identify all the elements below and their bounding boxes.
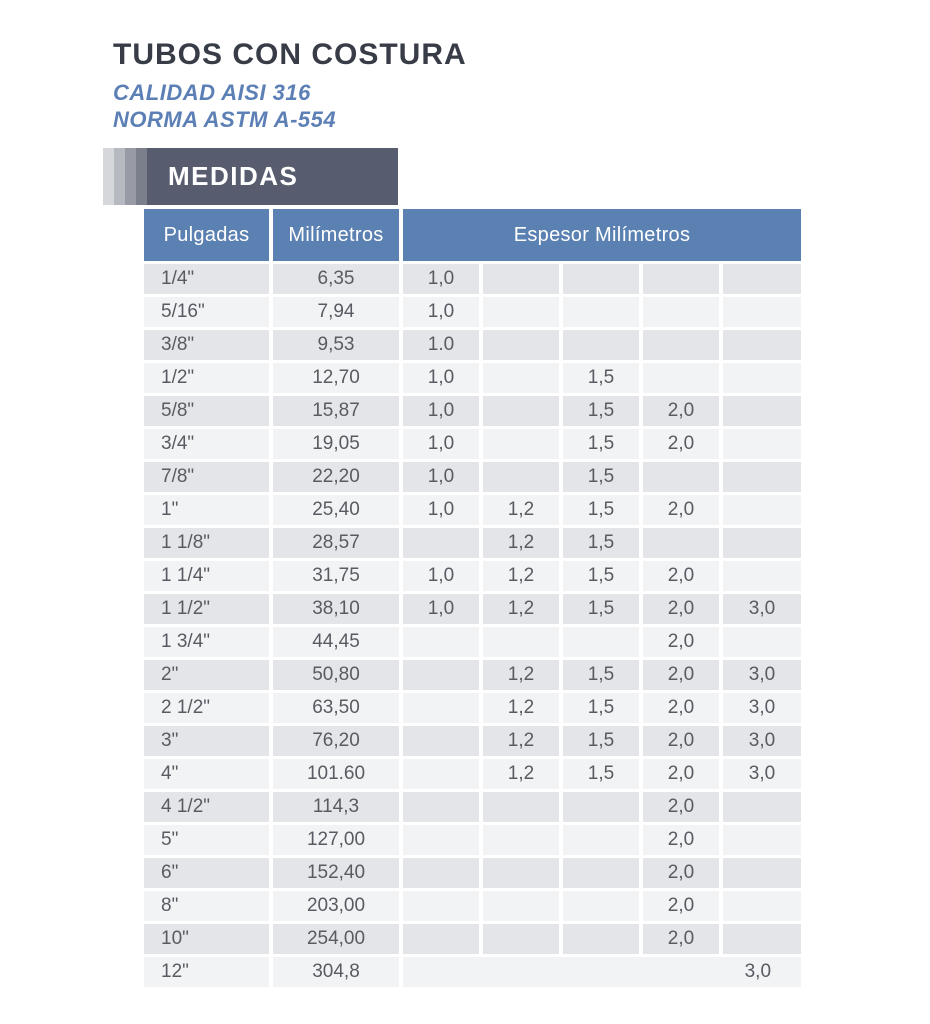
espesor-cell [723, 792, 801, 822]
table-row [144, 858, 801, 888]
espesor-cell [723, 330, 801, 360]
espesor-cell: 3,0 [723, 594, 801, 624]
espesor-cell: 1,5 [563, 660, 639, 690]
espesor-cell: 2,0 [643, 693, 719, 723]
espesor-cell: 1,5 [563, 363, 639, 393]
milimetros-cell: 127,00 [273, 825, 399, 855]
milimetros-cell: 76,20 [273, 726, 399, 756]
espesor-cell [723, 495, 801, 525]
espesor-cell [723, 627, 801, 657]
espesor-cell: 3,0 [723, 660, 801, 690]
espesor-cell: 1,5 [563, 594, 639, 624]
espesor-cell [563, 825, 639, 855]
espesor-cell: 2,0 [643, 858, 719, 888]
espesor-cell: 1,0 [403, 561, 479, 591]
sizes-table [140, 206, 805, 990]
espesor-cell [643, 363, 719, 393]
pulgadas-cell: 1/2" [144, 363, 269, 393]
espesor-cell [723, 462, 801, 492]
espesor-cell [483, 363, 559, 393]
table-row [144, 924, 801, 954]
milimetros-cell: 15,87 [273, 396, 399, 426]
espesor-cell: 2,0 [643, 594, 719, 624]
pulgadas-cell: 4" [144, 759, 269, 789]
espesor-cell: 1,5 [563, 462, 639, 492]
milimetros-cell: 25,40 [273, 495, 399, 525]
col-header-pulgadas: Pulgadas [144, 209, 269, 261]
section-header [103, 148, 398, 205]
pulgadas-cell: 4 1/2" [144, 792, 269, 822]
espesor-cell: 2,0 [643, 495, 719, 525]
milimetros-cell: 44,45 [273, 627, 399, 657]
espesor-cell [643, 297, 719, 327]
table-row [144, 495, 801, 525]
pulgadas-cell: 2" [144, 660, 269, 690]
milimetros-cell: 28,57 [273, 528, 399, 558]
table-row [144, 594, 801, 624]
espesor-cell [403, 858, 479, 888]
milimetros-cell: 63,50 [273, 693, 399, 723]
decor-stripes [103, 148, 147, 205]
milimetros-cell: 152,40 [273, 858, 399, 888]
milimetros-cell: 203,00 [273, 891, 399, 921]
espesor-merged-cell: 3,0 [403, 957, 801, 987]
espesor-cell [483, 462, 559, 492]
espesor-cell: 2,0 [643, 561, 719, 591]
document-header [113, 40, 467, 133]
pulgadas-cell: 12" [144, 957, 269, 987]
pulgadas-cell: 5/8" [144, 396, 269, 426]
table-row [144, 627, 801, 657]
espesor-cell: 1,5 [563, 561, 639, 591]
milimetros-cell: 22,20 [273, 462, 399, 492]
decor-stripe [103, 148, 114, 205]
table-row [144, 462, 801, 492]
table-row [144, 528, 801, 558]
pulgadas-cell: 7/8" [144, 462, 269, 492]
table-row [144, 363, 801, 393]
table-row [144, 429, 801, 459]
espesor-cell [643, 462, 719, 492]
espesor-cell [483, 264, 559, 294]
espesor-cell [723, 561, 801, 591]
espesor-cell [723, 528, 801, 558]
espesor-cell [723, 924, 801, 954]
espesor-cell [563, 330, 639, 360]
espesor-cell: 1,5 [563, 726, 639, 756]
espesor-cell [403, 924, 479, 954]
espesor-cell [403, 891, 479, 921]
espesor-cell [483, 429, 559, 459]
espesor-cell [403, 825, 479, 855]
section-title: MEDIDAS [168, 161, 299, 191]
espesor-cell [643, 330, 719, 360]
pulgadas-cell: 1" [144, 495, 269, 525]
espesor-cell: 1,0 [403, 495, 479, 525]
espesor-cell [483, 627, 559, 657]
milimetros-cell: 31,75 [273, 561, 399, 591]
milimetros-cell: 304,8 [273, 957, 399, 987]
espesor-cell: 2,0 [643, 891, 719, 921]
espesor-cell: 1,2 [483, 594, 559, 624]
table-row [144, 957, 801, 987]
decor-stripe [125, 148, 136, 205]
espesor-cell [563, 891, 639, 921]
espesor-cell [483, 924, 559, 954]
espesor-cell [403, 792, 479, 822]
espesor-cell: 2,0 [643, 429, 719, 459]
espesor-cell: 2,0 [643, 759, 719, 789]
milimetros-cell: 114,3 [273, 792, 399, 822]
espesor-cell: 2,0 [643, 792, 719, 822]
pulgadas-cell: 1 1/8" [144, 528, 269, 558]
espesor-cell: 3,0 [723, 726, 801, 756]
espesor-cell: 1,2 [483, 561, 559, 591]
table-row [144, 660, 801, 690]
espesor-cell: 1,5 [563, 759, 639, 789]
pulgadas-cell: 5/16" [144, 297, 269, 327]
espesor-cell: 1,2 [483, 693, 559, 723]
espesor-cell: 3,0 [723, 693, 801, 723]
pulgadas-cell: 1 1/4" [144, 561, 269, 591]
espesor-cell [563, 858, 639, 888]
espesor-cell [643, 264, 719, 294]
espesor-cell: 1,5 [563, 396, 639, 426]
espesor-cell: 1,2 [483, 528, 559, 558]
milimetros-cell: 9,53 [273, 330, 399, 360]
espesor-cell [403, 693, 479, 723]
espesor-cell: 2,0 [643, 660, 719, 690]
espesor-cell: 1,0 [403, 594, 479, 624]
espesor-cell [563, 627, 639, 657]
pulgadas-cell: 3/4" [144, 429, 269, 459]
espesor-cell [723, 297, 801, 327]
espesor-cell [723, 891, 801, 921]
espesor-cell: 2,0 [643, 627, 719, 657]
milimetros-cell: 38,10 [273, 594, 399, 624]
quality-line: CALIDAD AISI 316 [113, 80, 311, 105]
espesor-cell [483, 330, 559, 360]
pulgadas-cell: 3" [144, 726, 269, 756]
espesor-cell: 1,5 [563, 693, 639, 723]
espesor-cell: 1,5 [563, 528, 639, 558]
table-header-row [144, 209, 801, 261]
espesor-cell [723, 429, 801, 459]
espesor-cell: 1,5 [563, 429, 639, 459]
milimetros-cell: 254,00 [273, 924, 399, 954]
pulgadas-cell: 2 1/2" [144, 693, 269, 723]
espesor-cell [723, 825, 801, 855]
espesor-cell: 1,0 [403, 396, 479, 426]
espesor-cell [483, 297, 559, 327]
espesor-cell: 2,0 [643, 396, 719, 426]
espesor-cell [483, 396, 559, 426]
page-title: TUBOS CON COSTURA [113, 38, 467, 71]
pulgadas-cell: 10" [144, 924, 269, 954]
norm-line: NORMA ASTM A-554 [113, 107, 337, 132]
pulgadas-cell: 8" [144, 891, 269, 921]
espesor-cell [403, 726, 479, 756]
espesor-cell [483, 891, 559, 921]
decor-stripe [136, 148, 147, 205]
section-title-band [147, 148, 398, 205]
milimetros-cell: 12,70 [273, 363, 399, 393]
espesor-cell [483, 825, 559, 855]
espesor-cell: 1,0 [403, 264, 479, 294]
table-row [144, 330, 801, 360]
espesor-cell [563, 297, 639, 327]
espesor-cell [723, 363, 801, 393]
milimetros-cell: 50,80 [273, 660, 399, 690]
table-row [144, 561, 801, 591]
espesor-cell: 3,0 [723, 759, 801, 789]
decor-stripe [114, 148, 125, 205]
espesor-cell [563, 264, 639, 294]
col-header-espesor: Espesor Milímetros [403, 209, 801, 261]
espesor-cell [563, 792, 639, 822]
milimetros-cell: 6,35 [273, 264, 399, 294]
pulgadas-cell: 1 1/2" [144, 594, 269, 624]
espesor-cell: 1,2 [483, 660, 559, 690]
espesor-cell: 2,0 [643, 924, 719, 954]
pulgadas-cell: 6" [144, 858, 269, 888]
milimetros-cell: 7,94 [273, 297, 399, 327]
subtitle-block [113, 79, 467, 133]
espesor-cell: 1,2 [483, 495, 559, 525]
espesor-cell [563, 924, 639, 954]
table-row [144, 759, 801, 789]
espesor-cell: 1.0 [403, 330, 479, 360]
espesor-cell: 1,0 [403, 462, 479, 492]
table-row [144, 396, 801, 426]
col-header-milimetros: Milímetros [273, 209, 399, 261]
espesor-cell: 1,2 [483, 759, 559, 789]
table-row [144, 891, 801, 921]
table-body [144, 264, 801, 987]
espesor-cell [483, 792, 559, 822]
espesor-cell: 1,2 [483, 726, 559, 756]
pulgadas-cell: 5" [144, 825, 269, 855]
espesor-cell: 1,0 [403, 429, 479, 459]
espesor-cell: 1,5 [563, 495, 639, 525]
espesor-cell [723, 264, 801, 294]
espesor-cell: 2,0 [643, 825, 719, 855]
espesor-cell [403, 627, 479, 657]
milimetros-cell: 101.60 [273, 759, 399, 789]
table-row [144, 693, 801, 723]
espesor-cell [643, 528, 719, 558]
espesor-cell [723, 858, 801, 888]
milimetros-cell: 19,05 [273, 429, 399, 459]
espesor-cell [723, 396, 801, 426]
table-row [144, 726, 801, 756]
table-row [144, 297, 801, 327]
espesor-cell [483, 858, 559, 888]
espesor-cell: 2,0 [643, 726, 719, 756]
espesor-cell [403, 759, 479, 789]
pulgadas-cell: 1/4" [144, 264, 269, 294]
espesor-cell [403, 528, 479, 558]
table-row [144, 792, 801, 822]
pulgadas-cell: 3/8" [144, 330, 269, 360]
pulgadas-cell: 1 3/4" [144, 627, 269, 657]
espesor-cell: 1,0 [403, 363, 479, 393]
espesor-cell: 1,0 [403, 297, 479, 327]
espesor-cell [403, 660, 479, 690]
table-row [144, 264, 801, 294]
table-row [144, 825, 801, 855]
